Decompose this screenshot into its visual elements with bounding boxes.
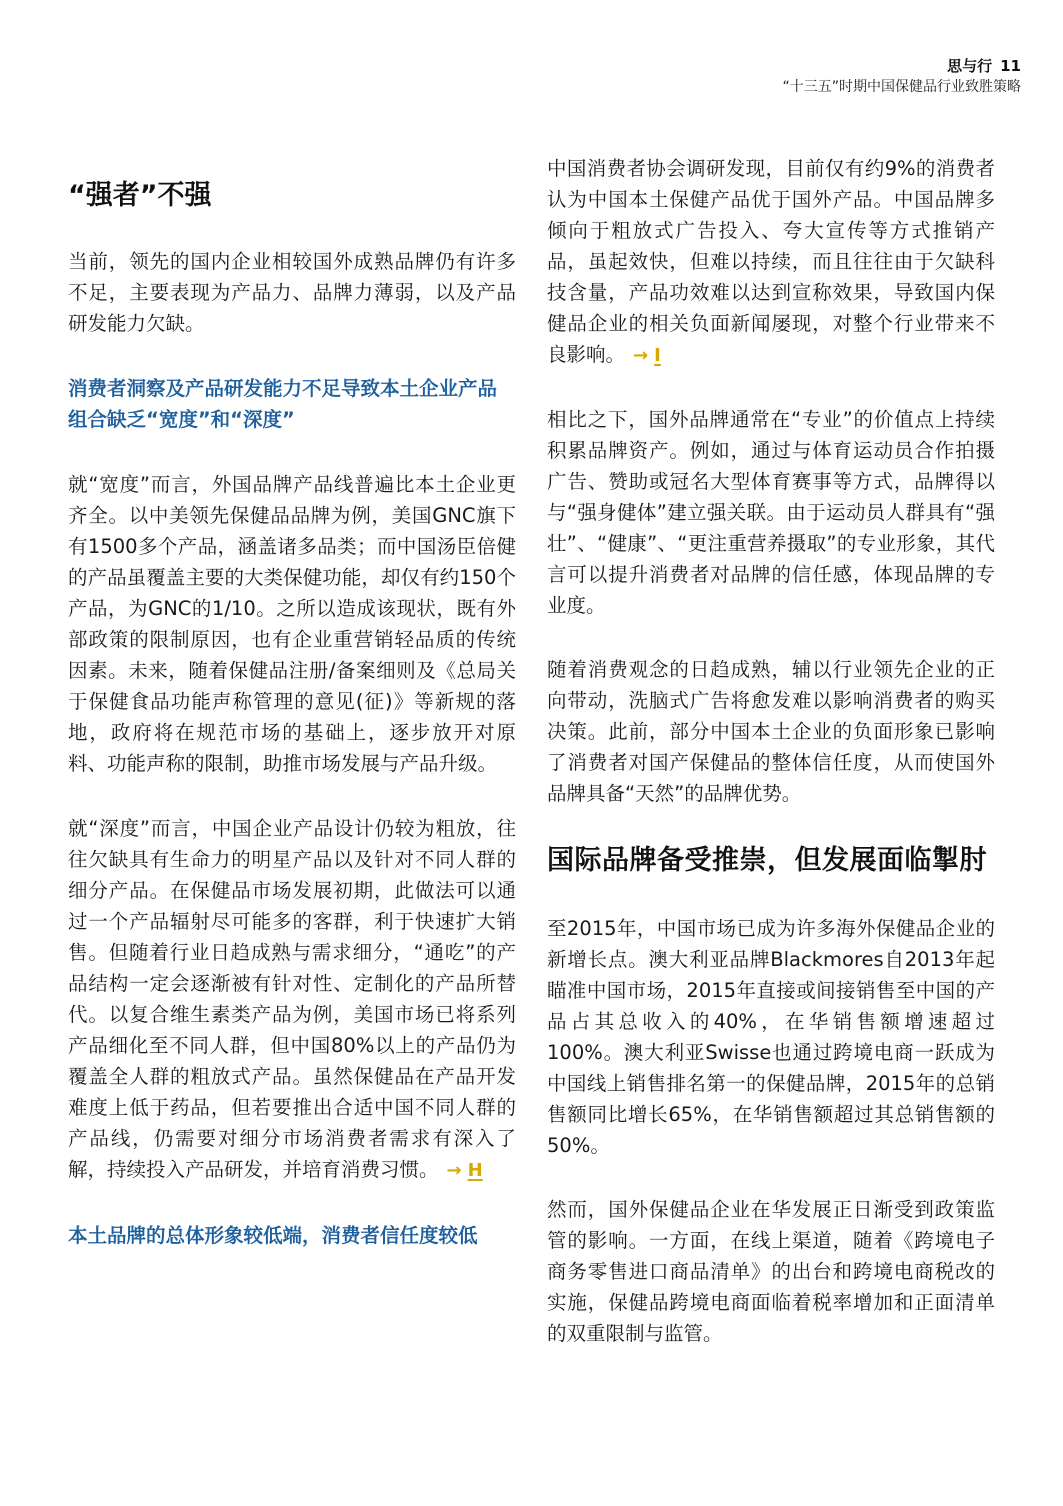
left-column xyxy=(68,180,516,1285)
paragraph-depth xyxy=(68,813,516,1186)
section-title: 思与行 xyxy=(947,57,993,75)
reference-link-h[interactable] xyxy=(447,1155,483,1186)
right-column xyxy=(547,153,995,1382)
page-number: 11 xyxy=(1000,57,1021,75)
arrow-right-icon: → xyxy=(446,1160,462,1181)
paragraph-depth-text: 就“深度”而言，中国企业产品设计仍较为粗放，往往欠缺具有生命力的明星产品以及针对不同人群的细分产品。在保健品市场发展初期，此做法可以通过一个产品辐射尽可能多的客群，利于快速扩大销售。但随着行业日趋成熟与需求细分，“通吃”的产品结构一定会逐渐被有针对性、定制化的产品所替代。以复合维生素类产品为例，美国市场已将系列产品细化至不同人群，但中国80%以上的产品仍为覆盖全人群的粗放式产品。虽然保健品在产品开发难度上低于药品，但若要推出合适中国不同人群的产品线，仍需要对细分市场消费者需求有深入了解，持续投入产品研发，并培育消费习惯。 xyxy=(68,817,516,1181)
section-heading-international-brands: 国际品牌备受推崇，但发展面临掣肘 xyxy=(547,845,987,876)
reference-label-i: I xyxy=(654,345,661,366)
report-subtitle: “十三五”时期中国保健品行业致胜策略 xyxy=(782,79,1021,95)
arrow-right-icon: → xyxy=(633,345,649,366)
paragraph-2015-market: 至2015年，中国市场已成为许多海外保健品企业的新增长点。澳大利亚品牌Blackmores自2013年起瞄准中国市场，2015年直接或间接销售至中国的产品占其总收入的40%，在华销售额增速超过100%。澳大利亚Swisse也通过跨境电商一跃成为中国线上销售排名第一的保健品牌，2015年的总销售额同比增长65%，在华销售额超过其总销售额的50%。 xyxy=(547,917,995,1157)
paragraph-consumer-survey-text: 中国消费者协会调研发现，目前仅有约9%的消费者认为中国本土保健产品优于国外产品。中国品牌多倾向于粗放式广告投入、夸大宣传等方式推销产品，虽起效快，但难以持续，而且往往由于欠缺科技含量，产品功效难以达到宣称效果，导致国内保健品企业的相关负面新闻屡现，对整个行业带来不良影响。 xyxy=(547,157,995,366)
page-header xyxy=(782,56,1021,98)
subheading-brand-image: 本土品牌的总体形象较低端，消费者信任度较低 xyxy=(68,1224,478,1247)
intro-paragraph: 当前，领先的国内企业相较国外成熟品牌仍有许多不足，主要表现为产品力、品牌力薄弱，以及产品研发能力欠缺。 xyxy=(68,250,516,335)
paragraph-consumer-survey xyxy=(547,153,995,371)
section-heading-strong-not-strong: “强者”不强 xyxy=(68,180,212,211)
paragraph-breadth: 就“宽度”而言，外国品牌产品线普遍比本土企业更齐全。以中美领先保健品品牌为例，美国GNC旗下有1500多个产品，涵盖诸多品类；而中国汤臣倍健的产品虽覆盖主要的大类保健功能，却仅有约150个产品，为GNC的1/10。之所以造成该现状，既有外部政策的限制原因，也有企业重营销轻品质的传统因素。未来，随着保健品注册/备案细则及《总局关于保健食品功能声称管理的意见(征)》等新规的落地，政府将在规范市场的基础上，逐步放开对原料、功能声称的限制，助推市场发展与产品升级。 xyxy=(68,473,516,775)
reference-label-h: H xyxy=(467,1160,483,1181)
header-section-line xyxy=(782,56,1021,76)
reference-link-i[interactable] xyxy=(633,340,661,371)
paragraph-foreign-brands: 相比之下，国外品牌通常在“专业”的价值点上持续积累品牌资产。例如，通过与体育运动员合作拍摄广告、赞助或冠名大型体育赛事等方式，品牌得以与“强身健体”建立强关联。由于运动员人群具有“强壮”、“健康”、“更注重营养摄取”的专业形象，其代言可以提升消费者对品牌的信任感，体现品牌的专业度。 xyxy=(547,408,995,617)
paragraph-consumer-maturity: 随着消费观念的日趋成熟，辅以行业领先企业的正向带动，洗脑式广告将愈发难以影响消费者的购买决策。此前，部分中国本土企业的负面形象已影响了消费者对国产保健品的整体信任度，从而使国外品牌具备“天然”的品牌优势。 xyxy=(547,658,995,805)
subheading-product-portfolio: 消费者洞察及产品研发能力不足导致本土企业产品组合缺乏“宽度”和“深度” xyxy=(68,377,498,431)
paragraph-policy-regulation: 然而，国外保健品企业在华发展正日渐受到政策监管的影响。一方面，在线上渠道，随着《跨境电子商务零售进口商品清单》的出台和跨境电商税改的实施，保健品跨境电商面临着税率增加和正面清单的双重限制与监管。 xyxy=(547,1198,995,1345)
